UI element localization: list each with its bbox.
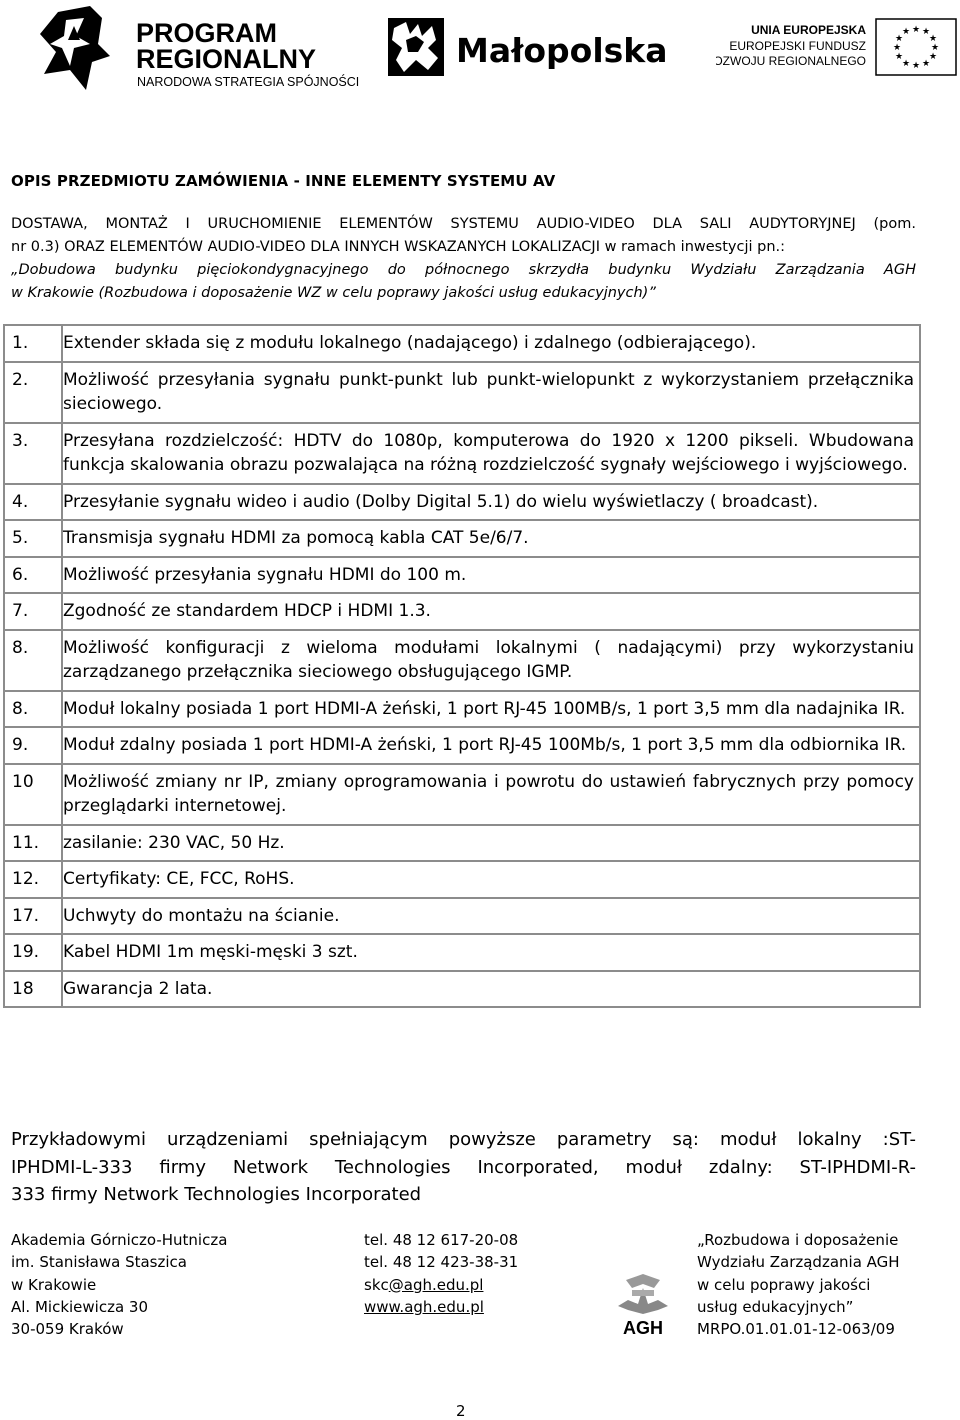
footer-address-line: Akademia Górniczo-Hutnicza — [11, 1231, 228, 1249]
project-line1: „Dobudowa budynku pięciokondygnacyjnego do północnego skrzydła budynku Wydziału Zarządzania AGH — [11, 262, 916, 278]
program-line2: REGIONALNY — [136, 44, 317, 74]
spec-text: Możliwość konfiguracji z wieloma modułami lokalnymi ( nadającymi) przy wykorzystaniu zarządzanego przełącznika sieciowego obsługującego IGMP. — [62, 630, 920, 691]
footer-address-line: im. Stanisława Staszica — [11, 1253, 187, 1272]
footer-tel1: tel. 48 12 617-20-08 — [364, 1231, 519, 1249]
svg-text:★: ★ — [930, 43, 940, 53]
closing-line2: IPHDMI-L-333 firmy Network Technologies Incorporated, moduł zdalny: ST-IPHDMI-R- — [11, 1156, 916, 1178]
email-prefix: skc — [364, 1275, 389, 1294]
spec-row — [4, 861, 920, 898]
svg-text:★: ★ — [911, 25, 921, 35]
ue-line3: ROZWOJU REGIONALNEGO — [716, 54, 866, 68]
project-line2: w Krakowie (Rozbudowa i doposażenie WZ w celu poprawy jakości usług edukacyjnych)” — [11, 285, 656, 301]
spec-number: 8. — [4, 630, 62, 691]
footer-tel2: tel. 48 12 423-38-31 — [364, 1253, 519, 1272]
footer-project-line: w celu poprawy jakości — [697, 1275, 871, 1294]
ue-line1: UNIA EUROPEJSKA — [751, 23, 866, 37]
malopolska-text: Małopolska — [456, 31, 668, 70]
spec-text: Kabel HDMI 1m męski-męski 3 szt. — [62, 934, 920, 971]
footer-address-line: 30-059 Kraków — [11, 1320, 124, 1339]
spec-number: 19. — [4, 934, 62, 971]
spec-text: Przesyłanie sygnału wideo i audio (Dolby Digital 5.1) do wielu wyświetlaczy ( broadcast). — [62, 484, 920, 521]
spec-number: 7. — [4, 593, 62, 630]
closing-paragraph — [11, 1126, 916, 1209]
malopolska-logo — [388, 18, 678, 78]
program-regionalny-logo — [40, 4, 360, 94]
spec-row — [4, 557, 920, 594]
svg-text:★: ★ — [921, 27, 931, 37]
agh-logo-text: AGH — [623, 1318, 663, 1338]
spec-text: Możliwość zmiany nr IP, zmiany oprogramowania i powrotu do ustawień fabrycznych przy pomocy przeglądarki internetowej. — [62, 764, 920, 825]
spec-text: Gwarancja 2 lata. — [62, 971, 920, 1008]
program-line3: NARODOWA STRATEGIA SPÓJNOŚCI — [137, 75, 360, 89]
spec-number: 11. — [4, 825, 62, 862]
spec-row — [4, 898, 920, 935]
spec-row — [4, 362, 920, 423]
footer-address — [11, 1229, 227, 1340]
spec-text: Moduł lokalny posiada 1 port HDMI-A żeński, 1 port RJ-45 100MB/s, 1 port 3,5 mm dla nadajnika IR. — [62, 691, 920, 728]
spec-number: 5. — [4, 520, 62, 557]
spec-row — [4, 727, 920, 764]
page-number: 2 — [456, 1402, 466, 1420]
spec-row — [4, 764, 920, 825]
footer-project-line: usług edukacyjnych” — [697, 1297, 854, 1316]
document-title: OPIS PRZEDMIOTU ZAMÓWIENIA - INNE ELEMENTY SYSTEMU AV — [11, 172, 556, 190]
spec-text: Możliwość przesyłania sygnału HDMI do 100 m. — [62, 557, 920, 594]
footer-email — [364, 1274, 518, 1296]
spec-row — [4, 934, 920, 971]
spec-text: Extender składa się z modułu lokalnego (nadającego) i zdalnego (odbierającego). — [62, 325, 920, 362]
spec-text: Moduł zdalny posiada 1 port HDMI-A żeński, 1 port RJ-45 100Mb/s, 1 port 3,5 mm dla odbiornika IR. — [62, 727, 920, 764]
footer-project — [697, 1229, 900, 1340]
spec-row — [4, 423, 920, 484]
spec-number: 3. — [4, 423, 62, 484]
subtitle-line1: DOSTAWA, MONTAŻ I URUCHOMIENIE ELEMENTÓW SYSTEMU AUDIO-VIDEO DLA SALI AUDYTORYJNEJ (pom. — [11, 216, 916, 232]
svg-text:★: ★ — [901, 27, 911, 37]
spec-number: 6. — [4, 557, 62, 594]
footer-project-line: Wydziału Zarządzania AGH — [697, 1253, 900, 1272]
spec-number: 9. — [4, 727, 62, 764]
spec-text: zasilanie: 230 VAC, 50 Hz. — [62, 825, 920, 862]
spec-row — [4, 971, 920, 1008]
website-link[interactable]: www.agh.edu.pl — [364, 1297, 484, 1316]
eu-logo — [716, 18, 958, 76]
spec-row — [4, 630, 920, 691]
svg-text:★: ★ — [928, 52, 938, 62]
program-line1: PROGRAM — [136, 18, 277, 48]
spec-row — [4, 593, 920, 630]
spec-row — [4, 484, 920, 521]
spec-text: Przesyłana rozdzielczość: HDTV do 1080p, komputerowa do 1920 x 1200 pikseli. Wbudowana funkcja skalowania obrazu pozwalająca na różną rozdzielczość sygnały wejściowego i wyjściowego. — [62, 423, 920, 484]
spec-text: Uchwyty do montażu na ścianie. — [62, 898, 920, 935]
spec-text: Transmisja sygnału HDMI za pomocą kabla CAT 5e/6/7. — [62, 520, 920, 557]
svg-text:★: ★ — [894, 34, 904, 44]
svg-text:★: ★ — [921, 59, 931, 69]
spec-row — [4, 825, 920, 862]
spec-text: Zgodność ze standardem HDCP i HDMI 1.3. — [62, 593, 920, 630]
spec-row — [4, 691, 920, 728]
agh-logo — [612, 1270, 674, 1340]
email-link[interactable]: @agh.edu.pl — [388, 1275, 484, 1294]
svg-text:★: ★ — [892, 43, 902, 53]
spec-number: 2. — [4, 362, 62, 423]
spec-number: 18 — [4, 971, 62, 1008]
footer-address-line: w Krakowie — [11, 1275, 97, 1294]
spec-number: 8. — [4, 691, 62, 728]
spec-number: 12. — [4, 861, 62, 898]
svg-text:★: ★ — [928, 34, 938, 44]
spec-text: Możliwość przesyłania sygnału punkt-punkt lub punkt-wielopunkt z wykorzystaniem przełącznika sieciowego. — [62, 362, 920, 423]
ue-line2: EUROPEJSKI FUNDUSZ — [729, 39, 866, 53]
svg-text:★: ★ — [894, 52, 904, 62]
spec-row — [4, 325, 920, 362]
document-subtitle — [11, 213, 916, 305]
spec-number: 4. — [4, 484, 62, 521]
spec-text: Certyfikaty: CE, FCC, RoHS. — [62, 861, 920, 898]
spec-row — [4, 520, 920, 557]
spec-number: 17. — [4, 898, 62, 935]
closing-line1: Przykładowymi urządzeniami spełniającym powyższe parametry są: moduł lokalny :ST- — [11, 1129, 916, 1150]
footer-contact — [364, 1229, 518, 1318]
spec-table — [3, 324, 921, 1008]
svg-text:★: ★ — [901, 59, 911, 69]
svg-text:★: ★ — [911, 61, 921, 71]
footer-project-line: „Rozbudowa i doposażenie — [697, 1231, 899, 1249]
closing-line3: 333 firmy Network Technologies Incorporated — [11, 1184, 422, 1205]
subtitle-line2: nr 0.3) ORAZ ELEMENTÓW AUDIO-VIDEO DLA INNYCH WSKAZANYCH LOKALIZACJI w ramach inwestycji pn.: — [11, 239, 786, 255]
spec-number: 10 — [4, 764, 62, 825]
footer-address-line: Al. Mickiewicza 30 — [11, 1297, 149, 1316]
footer-project-line: MRPO.01.01.01-12-063/09 — [697, 1320, 895, 1339]
spec-number: 1. — [4, 325, 62, 362]
